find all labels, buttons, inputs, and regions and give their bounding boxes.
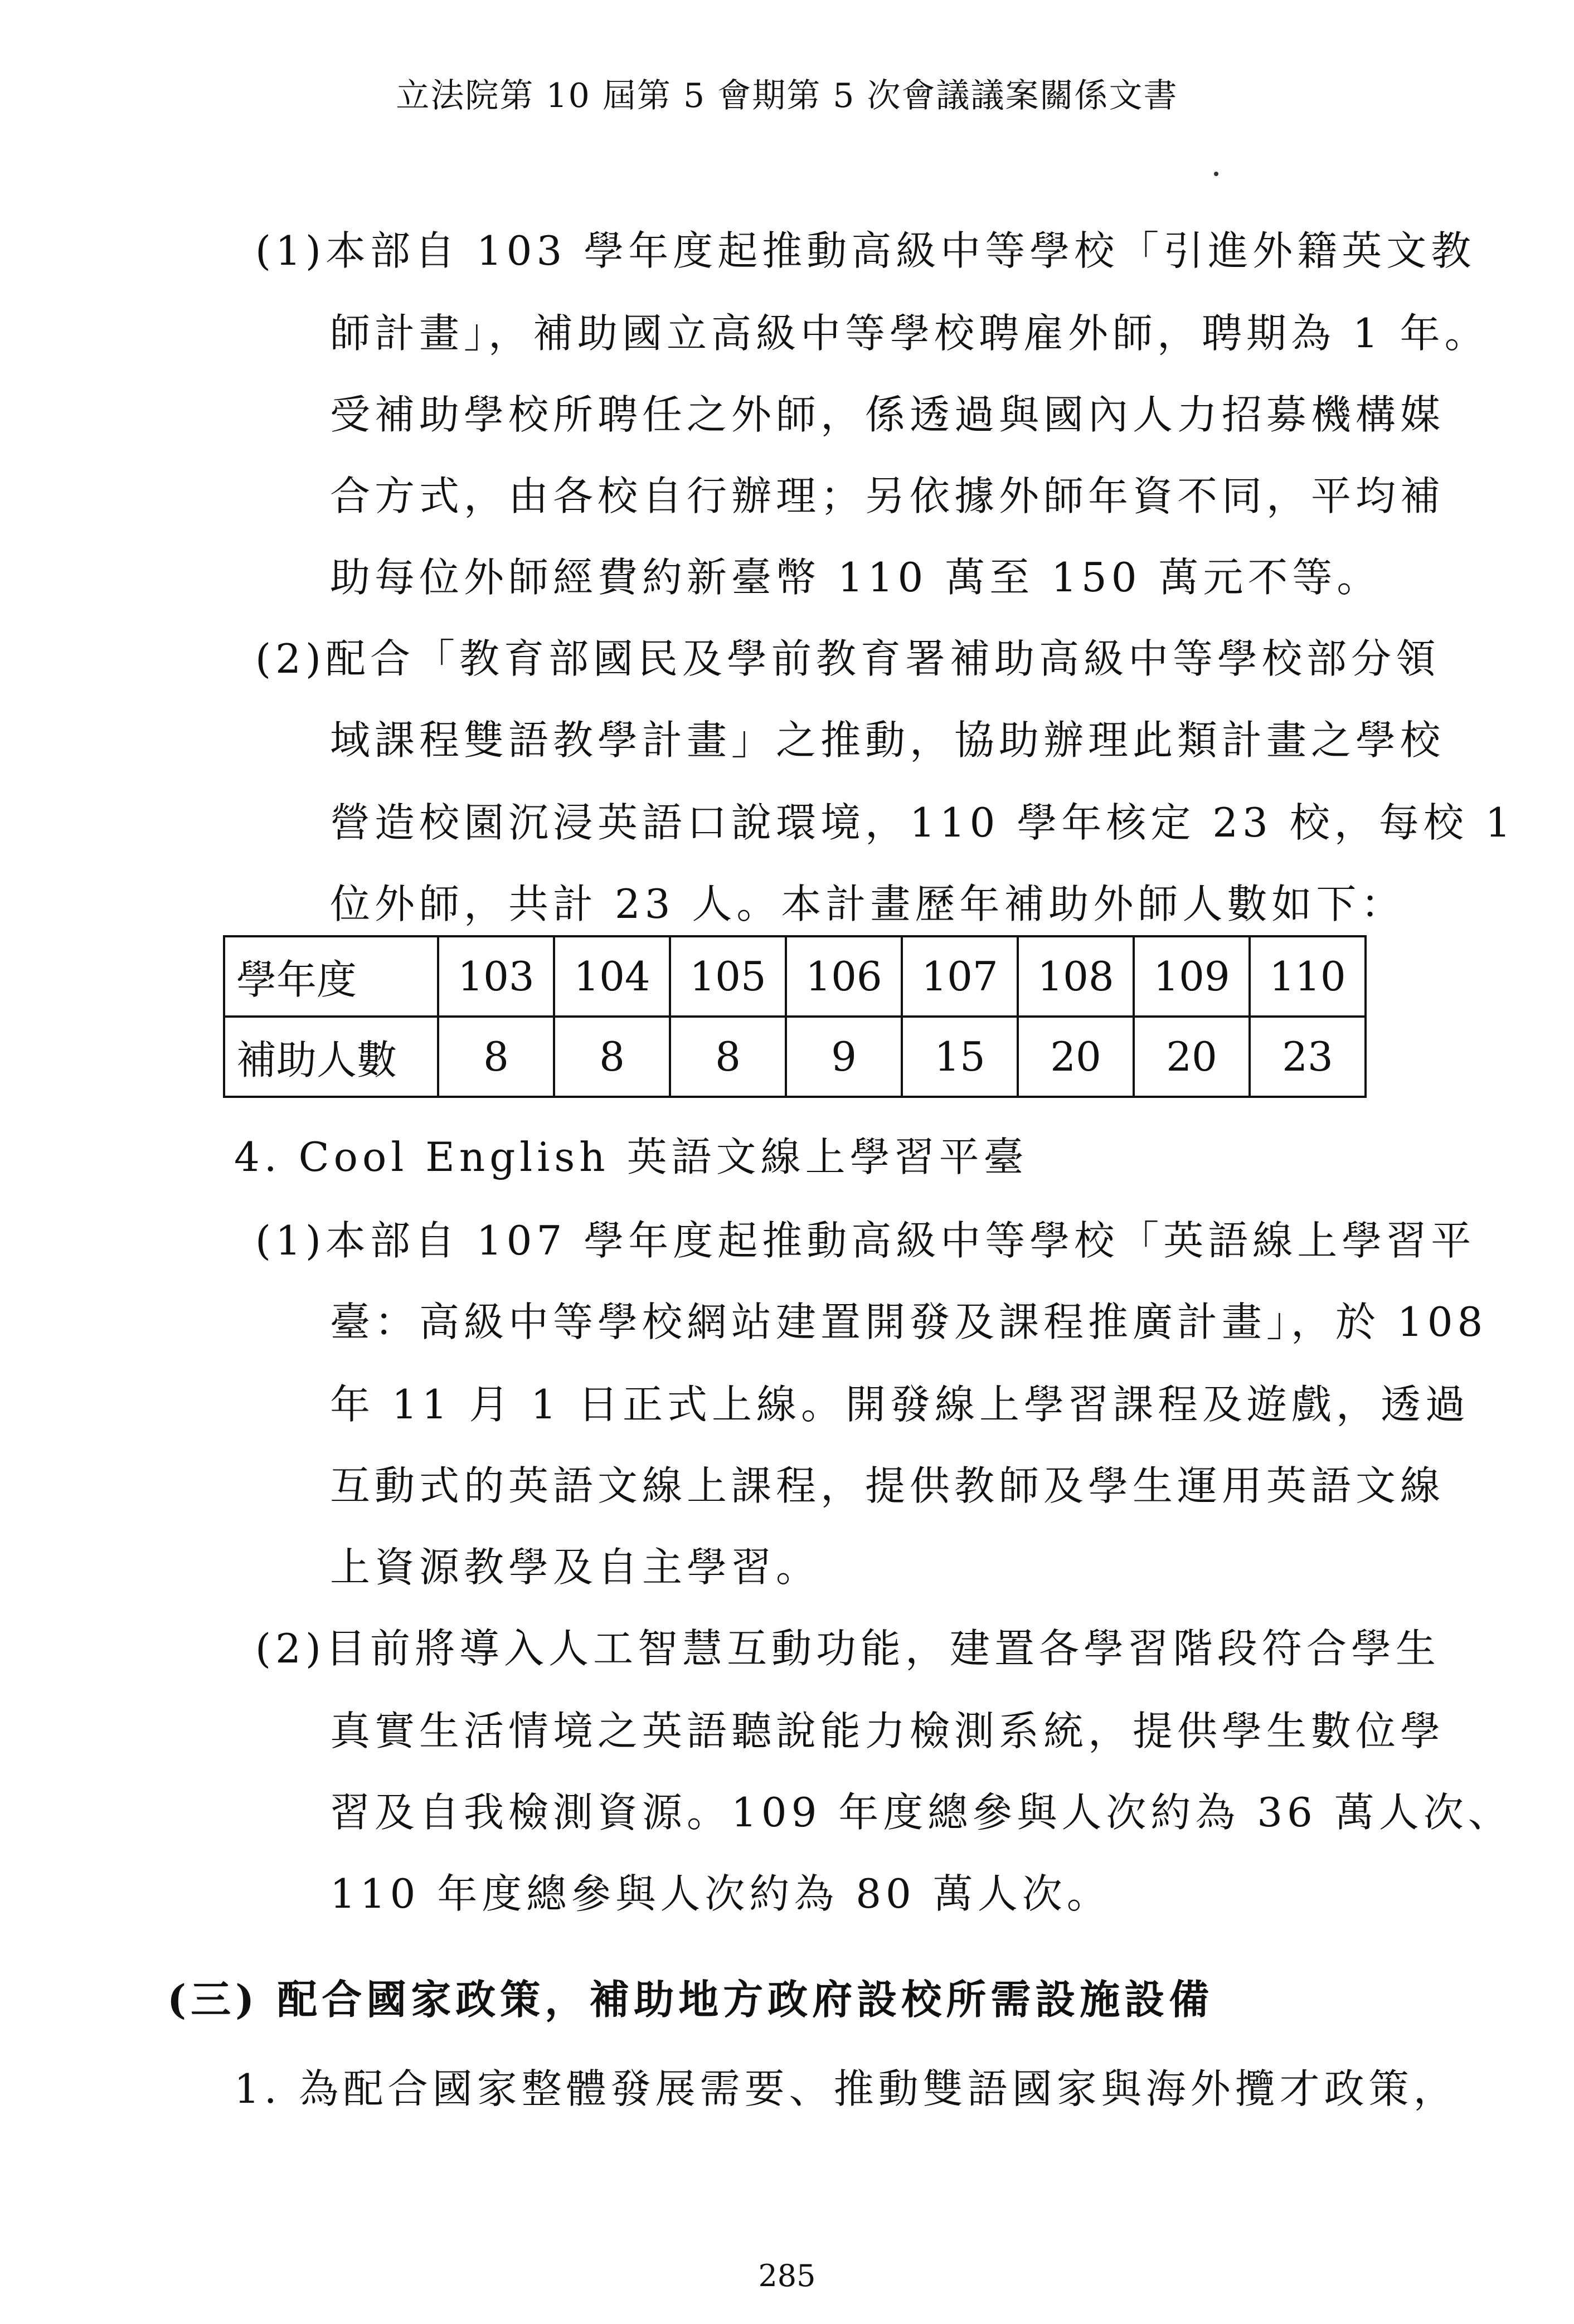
paragraph-line: 受補助學校所聘任之外師，係透過與國內人力招募機構媒	[330, 391, 1445, 438]
page-number: 285	[758, 2258, 816, 2293]
paragraph-line: 年 11 月 1 日正式上線。開發線上學習課程及遊戲，透過	[330, 1381, 1470, 1428]
table-cell: 20	[1134, 1017, 1250, 1097]
paragraph-line: (2)目前將導入人工智慧互動功能，建置各學習階段符合學生	[255, 1625, 1440, 1672]
paragraph-line: 上資源教學及自主學習。	[330, 1544, 821, 1591]
table-cell: 103	[438, 936, 554, 1017]
section-heading: (三) 配合國家政策，補助地方政府設校所需設施設備	[167, 1976, 1214, 2023]
table-cell: 20	[1018, 1017, 1134, 1097]
paragraph-line: (1)本部自 107 學年度起推動高級中等學校「英語線上學習平	[255, 1217, 1476, 1264]
paragraph-line: 110 年度總參與人次約為 80 萬人次。	[330, 1870, 1111, 1917]
table-cell: 108	[1018, 936, 1134, 1017]
table-row-label: 學年度	[224, 936, 438, 1017]
table-row	[224, 1017, 1366, 1097]
paragraph-line: 助每位外師經費約新臺幣 110 萬至 150 萬元不等。	[330, 554, 1382, 601]
table-cell: 8	[438, 1017, 554, 1097]
table-cell: 110	[1250, 936, 1366, 1017]
table-row-label: 補助人數	[224, 1017, 438, 1097]
section-title: 4. Cool English 英語文線上學習平臺	[234, 1134, 1028, 1180]
paragraph-line: 習及自我檢測資源。109 年度總參與人次約為 36 萬人次、	[330, 1789, 1513, 1836]
table-cell: 105	[670, 936, 786, 1017]
paragraph-line: 臺：高級中等學校網站建置開發及課程推廣計畫」，於 108	[330, 1299, 1488, 1345]
scan-speck	[1214, 172, 1218, 176]
paragraph-line: 域課程雙語教學計畫」之推動，協助辦理此類計畫之學校	[330, 717, 1445, 764]
table-cell: 23	[1250, 1017, 1366, 1097]
table-cell: 8	[554, 1017, 670, 1097]
table-row	[224, 936, 1366, 1017]
paragraph-line: 真實生活情境之英語聽說能力檢測系統，提供學生數位學	[330, 1708, 1445, 1754]
table-cell: 8	[670, 1017, 786, 1097]
document-header: 立法院第 10 屆第 5 會期第 5 次會議議案關係文書	[396, 76, 1178, 115]
paragraph-line: 1. 為配合國家整體發展需要、推動雙語國家與海外攬才政策，	[234, 2065, 1458, 2112]
subsidy-table	[223, 935, 1367, 1098]
paragraph-line: (2)配合「教育部國民及學前教育署補助高級中等學校部分領	[255, 635, 1440, 682]
paragraph-line: 營造校園沉浸英語口說環境，110 學年核定 23 校，每校 1	[330, 799, 1515, 846]
paragraph-line: (1)本部自 103 學年度起推動高級中等學校「引進外籍英文教	[255, 227, 1476, 274]
paragraph-line: 位外師，共計 23 人。本計畫歷年補助外師人數如下：	[330, 881, 1406, 927]
table-cell: 9	[786, 1017, 902, 1097]
paragraph-line: 師計畫」，補助國立高級中等學校聘雇外師，聘期為 1 年。	[330, 310, 1489, 357]
table-cell: 109	[1134, 936, 1250, 1017]
table-cell: 107	[902, 936, 1018, 1017]
paragraph-line: 合方式，由各校自行辦理；另依據外師年資不同，平均補	[330, 473, 1445, 519]
table-cell: 15	[902, 1017, 1018, 1097]
table-cell: 106	[786, 936, 902, 1017]
table-cell: 104	[554, 936, 670, 1017]
paragraph-line: 互動式的英語文線上課程，提供教師及學生運用英語文線	[330, 1462, 1445, 1509]
